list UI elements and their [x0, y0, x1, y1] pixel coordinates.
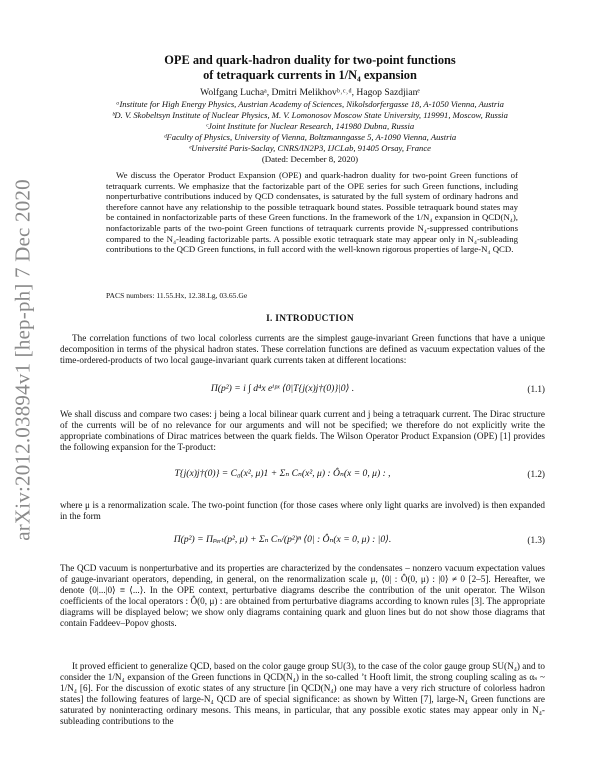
- affiliation-b: ᵇD. V. Skobeltsyn Institute of Nuclear Physics, M. V. Lomonosov Moscow State University, 119991, Moscow, Russia: [112, 110, 508, 120]
- affiliation-a: ᵃInstitute for High Energy Physics, Austrian Academy of Sciences, Nikolsdorfergasse 18, A-1050 Vienna, Austria: [116, 99, 504, 109]
- intro-paragraph-5: It proved efficient to generalize QCD, based on the color gauge group SU(3), to the case of the color gauge group SU(N₄) and to consider the 1/N₄ expansion of the Green functions in QCD(N₄) in the so-called ’t Hooft limit, the strong coupling scaling as αₛ ~ 1/N₄ [6]. For the discussion of exotic states of any structure [in QCD(N₄) one may have a very rich structure of colorless hadron states] the following features of large-N₄ QCD are of special significance: as shown by Witten [7], large-N₄ Green functions are saturated by noninteracting ordinary mesons. This means, in particular, that any possible exotic states may appear only in N₄-subleading contributions to the: [60, 661, 545, 727]
- affiliation-e: ᵉUniversité Paris-Saclay, CNRS/IN2P3, IJCLab, 91405 Orsay, France: [189, 143, 431, 153]
- equation-1-2-number: (1.2): [527, 469, 545, 479]
- arxiv-id-text: arXiv:2012.03894v1 [hep-ph] 7 Dec 2020: [10, 179, 35, 541]
- intro-paragraph-2: We shall discuss and compare two cases: j being a local bilinear quark current and j being a tetraquark current. The Dirac structure of the currents will be of no relevance for our arguments and will not be specified; we therefore do not explicitly write the appropriate combinations of Dirac matrices between the quark fields. The Wilson Operator Product Expansion (OPE) [1] provides the following expansion for the T-product:: [60, 409, 545, 453]
- equation-1-1-formula: Π(p²) = i ∫ d⁴x eⁱᵖˣ ⟨0|T{j(x)j†(0)}|0⟩ .: [210, 383, 355, 394]
- equation-1-2-formula: T{j(x)j†(0)} = C₀(x², μ)1 + Σₙ Cₙ(x², μ) : Ôₙ(x = 0, μ) : ,: [174, 468, 391, 479]
- author-list: Wolfgang Luchaᵃ, Dmitri Melikhovᵇ˒ᶜ˒ᵈ, Hagop Sazdjianᵉ: [200, 87, 420, 98]
- equation-1-3-formula: Π(p²) = Πₚₑᵣₜ(p², μ) + Σₙ Cₙ/(p²)ⁿ ⟨0| : Ôₙ(x = 0, μ) : |0⟩.: [173, 534, 392, 545]
- intro-paragraph-3: where μ is a renormalization scale. The two-point function (for those cases where only light quarks are involved) is then expanded in the form: [60, 500, 545, 522]
- date-line: (Dated: December 8, 2020): [261, 154, 359, 164]
- paper-title-line-2: of tetraquark currents in 1/N₄ expansion: [203, 68, 417, 82]
- equation-1-1-number: (1.1): [527, 384, 545, 394]
- arxiv-identifier-stamp: [8, 150, 38, 570]
- intro-paragraph-1: The correlation functions of two local colorless currents are the simplest gauge-invariant Green functions that have a unique decomposition in terms of the physical hadron states. These correlation functions are defined as vacuum expectation values of the time-ordered-products of two local gauge-invariant quark currents taken at different locations:: [60, 333, 545, 366]
- equation-1-3-number: (1.3): [527, 535, 545, 545]
- paper-title-line-1: OPE and quark-hadron duality for two-point functions: [164, 53, 456, 67]
- abstract-block: [106, 170, 518, 255]
- pacs-numbers: PACS numbers: 11.55.Hx, 12.38.Lg, 03.65.Ge: [106, 291, 248, 300]
- section-heading-introduction: I. INTRODUCTION: [266, 314, 354, 324]
- affiliation-c: ᶜJoint Institute for Nuclear Research, 141980 Dubna, Russia: [205, 121, 415, 131]
- abstract-text: We discuss the Operator Product Expansion (OPE) and quark-hadron duality for two-point Green functions of tetraquark currents. We emphasize that the factorizable part of the OPE series for such Green functions, including nonperturbative contributions induced by QCD condensates, is saturated by the full system of ordinary hadrons and therefore cannot have any relationship to the possible tetraquark bound states. Possible tetraquark bound states may be contained in nonfactorizable parts of these Green functions. In the framework of the 1/N₄ expansion in QCD(N₄), nonfactorizable parts of the two-point Green functions of tetraquark currents provide N₄-suppressed contributions compared to the N₄-leading factorizable parts. A possible exotic tetraquark state may appear only in N₄-subleading contributions to the QCD Green functions, in full accord with the well-known rigorous properties of large-N₄ QCD.: [106, 170, 518, 255]
- affiliation-d: ᵈFaculty of Physics, University of Vienna, Boltzmanngasse 5, A-1090 Vienna, Austria: [163, 132, 457, 142]
- intro-paragraph-4: The QCD vacuum is nonperturbative and its properties are characterized by the condensates – nonzero vacuum expectation values of gauge-invariant operators, depending, in general, on the renormalization scale μ, ⟨0| : Ô(0, μ) : |0⟩ ≠ 0 [2–5]. Hereafter, we denote ⟨0|...|0⟩ ≡ ⟨...⟩. In the OPE context, perturbative diagrams describe the contribution of the unit operator. The Wilson coefficients of the local operators : Ô(0, μ) : are obtained from perturbative diagrams according to known rules [3]. The appropriate diagrams will be displayed below; we show only diagrams containing quark and gluon lines but do not show those diagrams that contain Faddeev–Popov ghosts.: [60, 563, 545, 629]
